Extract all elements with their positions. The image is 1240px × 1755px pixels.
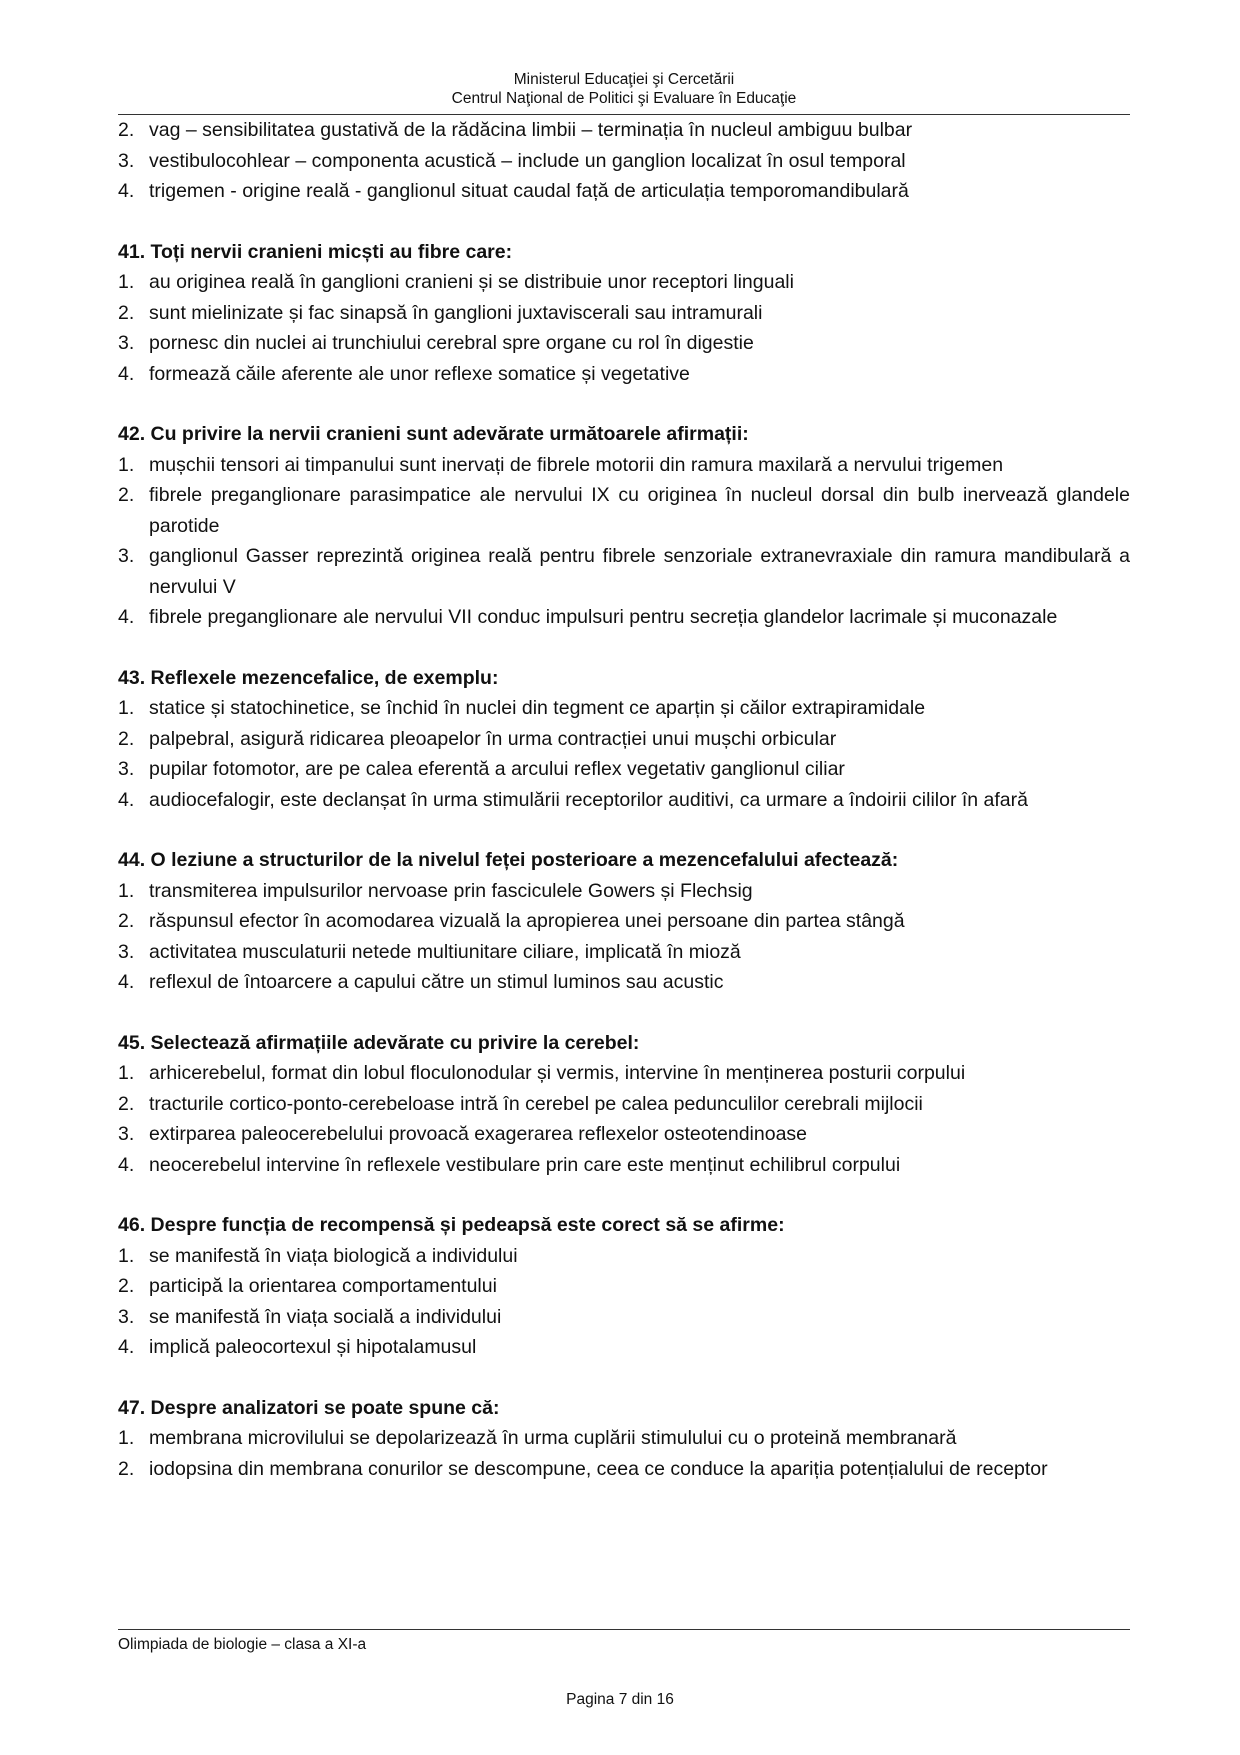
answer-item [118, 906, 1130, 937]
answer-text: fibrele preganglionare parasimpatice ale nervului IX cu originea în nucleul dorsal din bulb inervează glandele parotide [149, 484, 1130, 537]
answer-text: participă la orientarea comportamentului [149, 1275, 497, 1297]
answer-number: 4. [118, 971, 135, 993]
answer-text: activitatea musculaturii netede multiunitare ciliare, implicată în mioză [149, 940, 741, 963]
answer-text: implică paleocortexul și hipotalamusul [149, 1336, 477, 1358]
answer-number: 3. [118, 545, 135, 567]
answer-item [118, 298, 1130, 329]
answer-text: arhicerebelul, format din lobul floculonodular și vermis, intervine în menținerea posturii corpului [149, 1062, 966, 1084]
question-title: 43. Reflexele mezencefalice, de exemplu: [118, 666, 499, 689]
answer-text: trigemen - origine reală - ganglionul situat caudal față de articulația temporomandibulară [149, 180, 909, 202]
answer-text: extirparea paleocerebelului provoacă exagerarea reflexelor osteotendinoase [149, 1123, 808, 1145]
question-title: 44. O leziune a structurilor de la nivelul feței posterioare a mezencefalului afectează: [118, 849, 899, 871]
answer-item [118, 602, 1130, 633]
answer-text: vag – sensibilitatea gustativă de la rădăcina limbii – terminația în nucleul ambiguu bulbar [149, 119, 913, 141]
answer-text: formează căile aferente ale unor reflexe somatice și vegetative [149, 362, 690, 385]
answer-text: reflexul de întoarcere a capului către un stimul luminos sau acustic [149, 971, 724, 993]
answer-number: 2. [118, 910, 135, 932]
answer-item [118, 176, 1130, 207]
answer-number: 2. [118, 1092, 135, 1115]
answer-number: 2. [118, 1275, 135, 1297]
answer-text: tracturile cortico-ponto-cerebeloase intră în cerebel pe calea pedunculilor cerebrali mijlocii [149, 1092, 923, 1115]
answer-text: au originea reală în ganglioni cranieni și se distribuie unor receptori linguali [149, 271, 794, 293]
answer-item [118, 1271, 1130, 1302]
answer-item [118, 754, 1130, 785]
answer-number: 4. [118, 1153, 135, 1176]
page-number: Pagina 7 din 16 [566, 1691, 674, 1708]
answer-item [118, 1423, 1130, 1454]
answer-text: răspunsul efector în acomodarea vizuală la apropierea unei persoane din partea stângă [149, 910, 905, 932]
question-43 [118, 663, 1130, 816]
answer-text: pupilar fotomotor, are pe calea eferentă a arcului reflex vegetativ ganglionul ciliar [149, 758, 845, 780]
page-header [118, 70, 1130, 108]
answer-number: 3. [118, 758, 135, 780]
answer-item [118, 359, 1130, 390]
answer-item [118, 1119, 1130, 1150]
answer-text: vestibulocohlear – componenta acustică – include un ganglion localizat în osul temporal [149, 149, 906, 172]
answer-item [118, 693, 1130, 724]
answer-item [118, 967, 1130, 998]
answer-text: audiocefalogir, este declanșat în urma stimulării receptorilor auditivi, ca urmare a îndoirii cililor în afară [149, 788, 1028, 811]
answer-item [118, 267, 1130, 298]
answer-text: sunt mielinizate și fac sinapsă în ganglioni juxtaviscerali sau intramurali [149, 301, 763, 324]
answer-text: neocerebelul intervine în reflexele vestibulare prin care este menținut echilibrul corpului [149, 1153, 901, 1176]
answer-text: membrana microvilului se depolarizează în urma cuplării stimulului cu o proteină membranară [149, 1427, 957, 1449]
answer-number: 1. [118, 1427, 135, 1449]
answer-number: 1. [118, 879, 135, 902]
answer-text: transmiterea impulsurilor nervoase prin fasciculele Gowers și Flechsig [149, 879, 753, 902]
answer-item [118, 1241, 1130, 1272]
answer-number: 2. [118, 727, 135, 750]
answer-number: 2. [118, 301, 135, 324]
answer-number: 1. [118, 271, 135, 293]
answer-item [118, 937, 1130, 968]
footer-divider [118, 1629, 1130, 1630]
answer-item [118, 1058, 1130, 1089]
answer-number: 4. [118, 606, 135, 628]
answer-text: iodopsina din membrana conurilor se descompune, ceea ce conduce la apariția potențialului de receptor [149, 1457, 1048, 1480]
answer-number: 3. [118, 149, 135, 172]
answer-item [118, 1454, 1130, 1485]
answer-text: se manifestă în viața socială a individului [149, 1305, 502, 1328]
carryover-list [118, 115, 1130, 207]
answer-item [118, 541, 1130, 602]
answer-text: ganglionul Gasser reprezintă originea reală pentru fibrele senzoriale extranevraxiale din ramura mandibulară a nervului V [149, 545, 1130, 598]
answer-text: se manifestă în viața biologică a individului [149, 1244, 518, 1267]
answer-number: 2. [118, 1457, 135, 1480]
question-45 [118, 1028, 1130, 1181]
question-title: 46. Despre funcția de recompensă și pedeapsă este corect să se afirme: [118, 1214, 785, 1236]
question-title: 45. Selectează afirmațiile adevărate cu privire la cerebel: [118, 1031, 640, 1054]
answer-text: statice și statochinetice, se închid în nuclei din tegment ce aparțin și căilor extrapiramidale [149, 697, 926, 719]
answer-item [118, 450, 1130, 481]
question-title: 41. Toți nervii cranieni micști au fibre care: [118, 240, 513, 263]
answer-item [118, 724, 1130, 755]
answer-number: 4. [118, 362, 135, 385]
answer-item [118, 876, 1130, 907]
answer-number: 3. [118, 1305, 135, 1328]
answer-text: fibrele preganglionare ale nervului VII conduc impulsuri pentru secreția glandelor lacrimale și muconazale [149, 606, 1058, 628]
answer-number: 1. [118, 1062, 135, 1084]
answer-item [118, 1302, 1130, 1333]
question-47 [118, 1393, 1130, 1485]
answer-number: 4. [118, 788, 135, 811]
answer-number: 1. [118, 1244, 135, 1267]
answer-number: 3. [118, 940, 135, 963]
question-41 [118, 237, 1130, 390]
header-center: Centrul Naţional de Politici şi Evaluare în Educaţie [451, 90, 797, 107]
page-content [118, 115, 1130, 1484]
answer-number: 1. [118, 453, 135, 476]
answer-text: pornesc din nuclei ai trunchiului cerebral spre organe cu rol în digestie [149, 332, 754, 354]
answer-item [118, 1150, 1130, 1181]
answer-text: mușchii tensori ai timpanului sunt inervați de fibrele motorii din ramura maxilară a nervului trigemen [149, 453, 1004, 476]
answer-number: 4. [118, 1336, 135, 1358]
answer-item [118, 115, 1130, 146]
answer-item [118, 328, 1130, 359]
question-44 [118, 845, 1130, 998]
header-ministry: Ministerul Educaţiei şi Cercetării [513, 71, 735, 88]
answer-number: 2. [118, 119, 135, 141]
answer-number: 3. [118, 1123, 135, 1145]
answer-item [118, 785, 1130, 816]
question-title: 47. Despre analizatori se poate spune că: [118, 1396, 500, 1419]
answer-item [118, 146, 1130, 177]
answer-number: 2. [118, 484, 135, 506]
answer-text: palpebral, asigură ridicarea pleoapelor în urma contracției unui mușchi orbicular [149, 727, 837, 750]
answer-number: 1. [118, 697, 135, 719]
answer-item [118, 1089, 1130, 1120]
question-46 [118, 1210, 1130, 1363]
question-title: 42. Cu privire la nervii cranieni sunt adevărate următoarele afirmații: [118, 423, 749, 445]
answer-number: 3. [118, 332, 135, 354]
answer-item [118, 480, 1130, 541]
footer-olympiad-label: Olimpiada de biologie – clasa a XI-a [118, 1636, 367, 1653]
answer-number: 4. [118, 180, 135, 202]
question-42 [118, 419, 1130, 633]
answer-item [118, 1332, 1130, 1363]
